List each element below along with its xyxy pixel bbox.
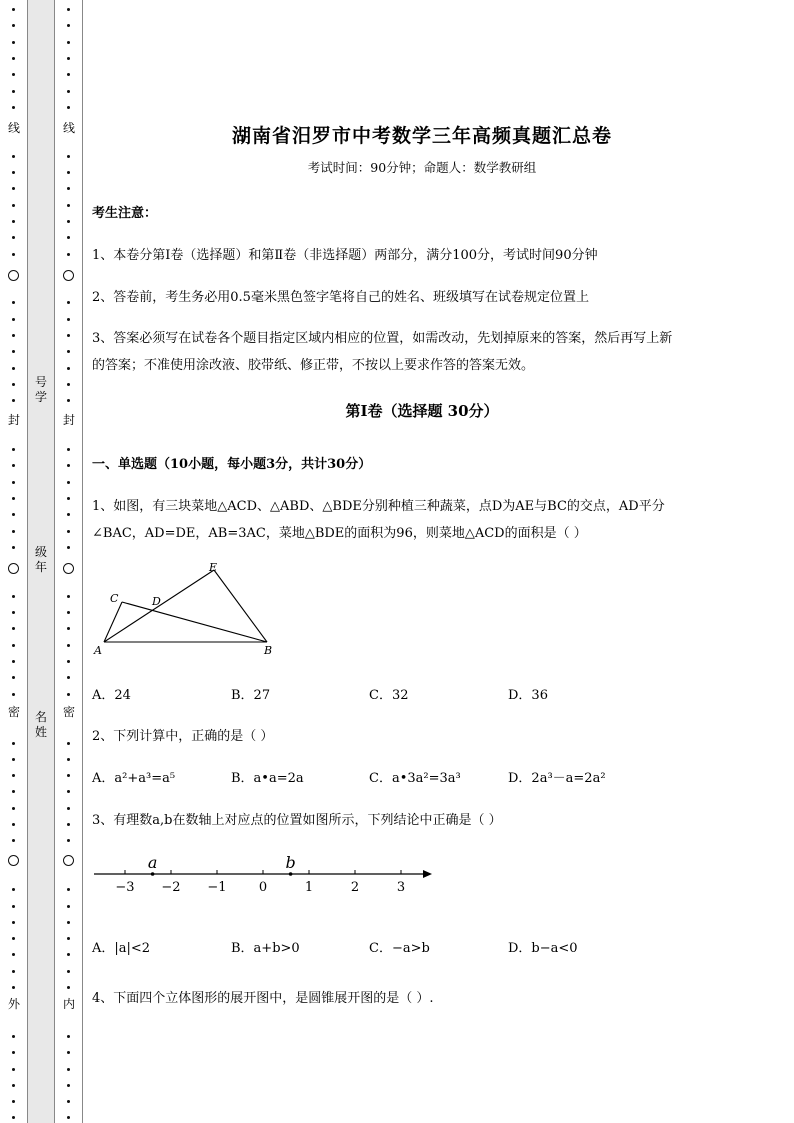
margin-dot <box>12 253 15 256</box>
section-title: 第I卷（选择题 30分） <box>345 402 499 420</box>
margin-dot <box>67 1035 70 1038</box>
margin-dot <box>12 823 15 826</box>
margin-dot <box>67 41 70 44</box>
margin-dot <box>67 790 70 793</box>
margin-dot <box>12 839 15 842</box>
margin-dot <box>67 546 70 549</box>
q3-option-d: D．b−a<0 <box>508 941 578 956</box>
margin-dot <box>12 1100 15 1103</box>
margin-dot <box>12 595 15 598</box>
margin-dot <box>12 448 15 451</box>
vertex-label-b: B <box>264 644 273 657</box>
margin-dot <box>12 986 15 989</box>
margin-dot <box>67 986 70 989</box>
margin-dot <box>12 970 15 973</box>
segment-eb <box>214 570 267 642</box>
margin-dot <box>67 350 70 353</box>
margin-dot <box>67 497 70 500</box>
axis-tick-label: 3 <box>396 880 406 895</box>
margin-dot <box>67 513 70 516</box>
margin-dot <box>12 106 15 109</box>
point-label-b: b <box>285 853 296 872</box>
margin-dot <box>67 970 70 973</box>
margin-dot <box>67 8 70 11</box>
margin-dot <box>67 106 70 109</box>
margin-char: 密 <box>62 705 75 719</box>
margin-dot <box>12 774 15 777</box>
question-1-stem: 1、如图，有三块菜地△ACD、△ABD、△BDE分别种植三种蔬菜，点D为AE与BC的交点，AD平分 <box>92 499 665 514</box>
q3-option-a: A．|a|<2 <box>92 941 151 956</box>
axis-tick-label: 0 <box>258 880 268 895</box>
margin-dot <box>12 905 15 908</box>
margin-dot <box>12 807 15 810</box>
margin-dot <box>67 839 70 842</box>
margin-dot <box>12 627 15 630</box>
margin-dot <box>12 1035 15 1038</box>
point-label-a: a <box>147 853 158 872</box>
margin-dot <box>67 318 70 321</box>
margin-dot <box>67 921 70 924</box>
margin-dot <box>12 497 15 500</box>
q1-option-a: A．24 <box>92 688 131 703</box>
part-heading: 一、单选题（10小题，每小题3分，共计30分） <box>92 457 372 472</box>
margin-dot <box>12 318 15 321</box>
axis-tick-label: −2 <box>161 880 181 895</box>
margin-dot <box>67 73 70 76</box>
margin-dot <box>12 1051 15 1054</box>
margin-dot <box>67 464 70 467</box>
outer-dotted-line <box>0 0 27 1123</box>
margin-dot <box>67 1100 70 1103</box>
margin-dot <box>12 611 15 614</box>
margin-dot <box>12 513 15 516</box>
q1-option-d: D．36 <box>508 688 548 703</box>
margin-dot <box>67 171 70 174</box>
margin-dot <box>12 350 15 353</box>
q1-option-b: B．27 <box>231 688 271 703</box>
margin-dot <box>12 953 15 956</box>
margin-ring <box>8 855 19 866</box>
margin-dot <box>12 676 15 679</box>
margin-dot <box>12 8 15 11</box>
margin-ring <box>63 563 74 574</box>
margin-dot <box>12 888 15 891</box>
q3-option-c: C．−a>b <box>369 941 430 956</box>
margin-dot <box>67 758 70 761</box>
margin-dot <box>12 399 15 402</box>
axis-tick-label: −3 <box>115 880 135 895</box>
margin-char: 密 <box>7 705 20 719</box>
margin-dot <box>12 481 15 484</box>
margin-dot <box>67 660 70 663</box>
margin-dot <box>12 204 15 207</box>
margin-dot <box>12 530 15 533</box>
margin-dot <box>67 937 70 940</box>
margin-dot <box>67 530 70 533</box>
point-b <box>289 872 293 876</box>
margin-dot <box>67 383 70 386</box>
margin-dot <box>67 90 70 93</box>
binding-margin-inner <box>55 0 83 1123</box>
q2-option-a: A．a²+a³=a⁵ <box>92 771 176 786</box>
margin-dot <box>67 1084 70 1087</box>
margin-dot <box>12 464 15 467</box>
margin-char: 封 <box>62 413 75 427</box>
q3-option-b: B．a+b>0 <box>231 941 300 956</box>
margin-dot <box>12 90 15 93</box>
inner-dotted-line <box>55 0 82 1123</box>
margin-dot <box>67 399 70 402</box>
exam-info: 考试时间：90分钟；命题人：数学教研组 <box>307 160 537 175</box>
margin-dot <box>12 334 15 337</box>
margin-dot <box>67 57 70 60</box>
margin-dot <box>67 253 70 256</box>
margin-char: 线 <box>7 121 20 135</box>
margin-ring <box>8 563 19 574</box>
notice-heading: 考生注意： <box>92 206 158 221</box>
margin-dot <box>12 1084 15 1087</box>
axis-arrow <box>423 870 432 878</box>
margin-dot <box>67 742 70 745</box>
q2-option-d: D．2a³－a=2a² <box>508 771 606 786</box>
number-line <box>92 850 442 900</box>
margin-ring <box>63 855 74 866</box>
margin-dot <box>67 888 70 891</box>
margin-dot <box>12 660 15 663</box>
margin-dot <box>12 301 15 304</box>
margin-dot <box>67 595 70 598</box>
margin-dot <box>12 546 15 549</box>
margin-dot <box>12 187 15 190</box>
margin-dot <box>67 334 70 337</box>
margin-dot <box>12 171 15 174</box>
vertex-label-c: C <box>110 592 119 605</box>
margin-dot <box>67 1116 70 1119</box>
margin-dot <box>67 774 70 777</box>
margin-dot <box>12 367 15 370</box>
vertex-label-e: E <box>209 561 218 574</box>
margin-dot <box>67 220 70 223</box>
q1-option-c: C．32 <box>369 688 409 703</box>
margin-dot <box>12 644 15 647</box>
notice-item: 3、答案必须写在试卷各个题目指定区域内相应的位置，如需改动，先划掉原来的答案，然后再写上新 <box>92 331 673 346</box>
margin-ring <box>8 270 19 281</box>
question-4-stem: 4、下面四个立体图形的展开图中，是圆锥展开图的是（ ）. <box>92 991 434 1006</box>
margin-dot <box>67 676 70 679</box>
margin-dot <box>67 807 70 810</box>
margin-dot <box>12 742 15 745</box>
margin-dot <box>67 1068 70 1071</box>
class-label: 级 年 <box>34 545 47 574</box>
axis-tick-label: −1 <box>207 880 227 895</box>
question-3-stem: 3、有理数a,b在数轴上对应点的位置如图所示，下列结论中正确是（ ） <box>92 813 502 828</box>
axis-tick-label: 2 <box>350 880 360 895</box>
q2-option-b: B．a•a=2a <box>231 771 304 786</box>
margin-char: 内 <box>62 997 75 1011</box>
margin-dot <box>67 905 70 908</box>
margin-dot <box>67 627 70 630</box>
margin-dot <box>67 448 70 451</box>
margin-dot <box>67 953 70 956</box>
margin-dot <box>67 301 70 304</box>
axis-tick-label: 1 <box>304 880 314 895</box>
margin-dot <box>12 57 15 60</box>
margin-ring <box>63 270 74 281</box>
segment-cb <box>122 602 267 642</box>
margin-dot <box>67 611 70 614</box>
margin-dot <box>67 24 70 27</box>
notice-item: 的答案；不准使用涂改液、胶带纸、修正带，不按以上要求作答的答案无效。 <box>92 358 535 373</box>
margin-dot <box>12 693 15 696</box>
student-id-label: 号 学 <box>34 375 47 404</box>
margin-dot <box>67 644 70 647</box>
vertex-label-a: A <box>94 644 102 657</box>
margin-dot <box>12 1116 15 1119</box>
margin-char: 线 <box>62 121 75 135</box>
margin-char: 外 <box>7 997 20 1011</box>
margin-dot <box>67 367 70 370</box>
margin-dot <box>12 220 15 223</box>
margin-dot <box>12 73 15 76</box>
q2-option-c: C．a•3a²=3a³ <box>369 771 461 786</box>
margin-dot <box>67 236 70 239</box>
binding-margin-outer <box>0 0 27 1123</box>
margin-dot <box>67 204 70 207</box>
margin-dot <box>67 823 70 826</box>
margin-char: 封 <box>7 413 20 427</box>
margin-dot <box>67 693 70 696</box>
notice-item: 2、答卷前，考生务必用0.5毫米黑色签字笔将自己的姓名、班级填写在试卷规定位置上 <box>92 290 589 305</box>
margin-dot <box>12 236 15 239</box>
margin-dot <box>12 937 15 940</box>
question-1-stem-cont: ∠BAC，AD=DE，AB=3AC，菜地△BDE的面积为96，则菜地△ACD的面积是（ ） <box>92 526 587 541</box>
name-label: 名 姓 <box>34 710 47 739</box>
margin-dot <box>67 1051 70 1054</box>
margin-dot <box>12 383 15 386</box>
margin-dot <box>67 155 70 158</box>
margin-dot <box>67 481 70 484</box>
question-2-stem: 2、下列计算中，正确的是（ ） <box>92 729 274 744</box>
margin-dot <box>12 790 15 793</box>
margin-dot <box>12 41 15 44</box>
vertex-label-d: D <box>152 595 161 608</box>
point-a <box>151 872 155 876</box>
margin-dot <box>12 155 15 158</box>
margin-dot <box>12 921 15 924</box>
margin-dot <box>12 758 15 761</box>
margin-dot <box>12 24 15 27</box>
margin-dot <box>67 187 70 190</box>
page-title: 湖南省汨罗市中考数学三年高频真题汇总卷 <box>231 125 612 147</box>
notice-item: 1、本卷分第I卷（选择题）和第Ⅱ卷（非选择题）两部分，满分100分，考试时间90分钟 <box>92 248 598 263</box>
margin-dot <box>12 1068 15 1071</box>
student-info-band <box>27 0 55 1123</box>
question-1-figure <box>92 558 282 663</box>
